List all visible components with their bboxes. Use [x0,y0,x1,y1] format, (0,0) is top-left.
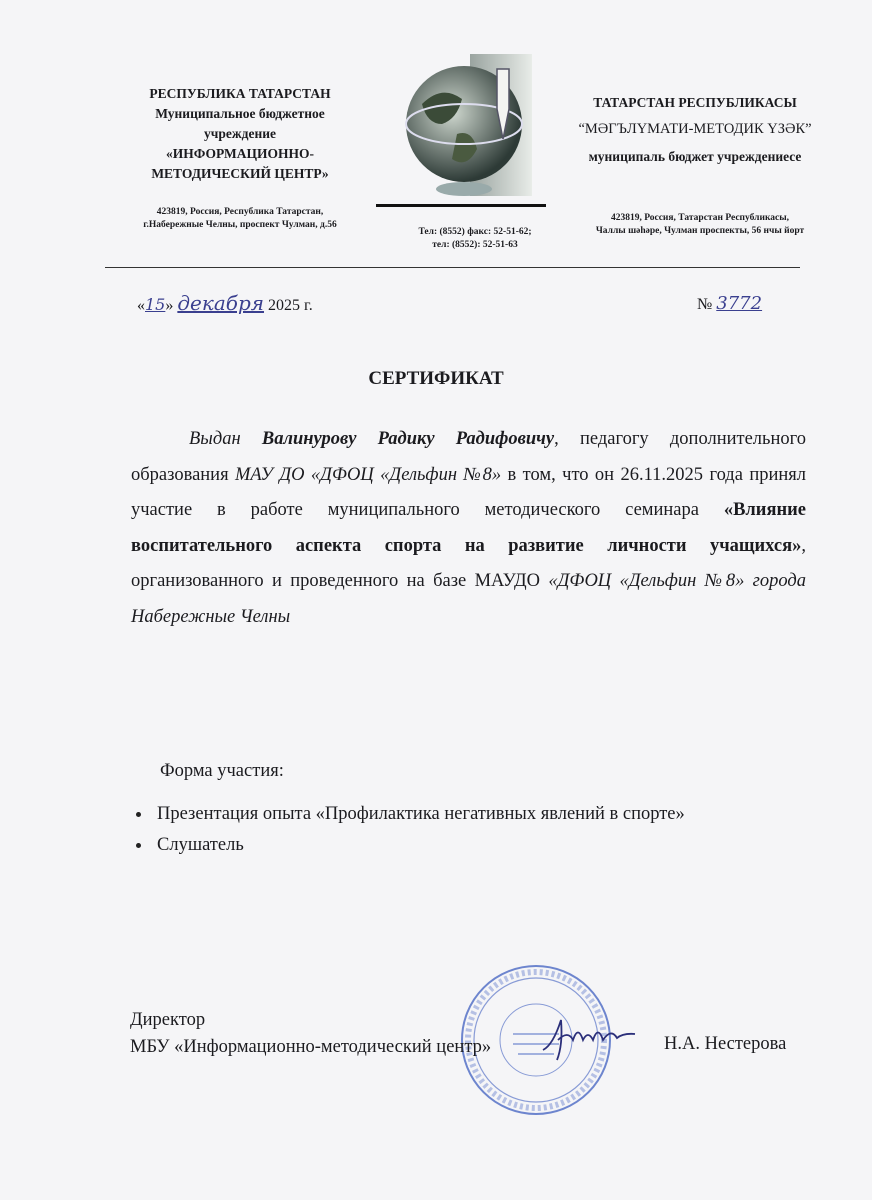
date-month: декабря [177,291,264,315]
participation-list [131,799,685,861]
date-day: 15 [145,295,166,314]
body-text: , педагогу дополнительного образования [131,429,806,485]
header-line: МЕТОДИЧЕСКИЙ ЦЕНТР» [151,166,329,181]
header-line: учреждение [203,126,277,141]
list-item: Презентация опыта «Профилактика негативных явлений в спорте» [131,799,685,830]
document-title: СЕРТИФИКАТ [368,368,504,389]
date-year: 2025 г. [268,297,313,314]
body-text: в том, что он 26.11.2025 года принял участие в работе муниципального методического семинара [131,464,807,520]
header-line: “МӘГЪЛҮМАТИ-МЕТОДИК ҮЗӘК” [578,121,812,137]
document-date [137,291,313,315]
list-item: Слушатель [131,830,685,861]
participation-label: Форма участия: [160,761,284,781]
document-number [697,293,762,314]
body-text: Выдан [189,429,241,449]
address-line: Чаллы шәһәре, Чулман проспекты, 56 нчы йорт [595,226,805,236]
host-institution: «ДФОЦ «Дельфин №8» города Набережные Челны [131,571,807,627]
address-russian [110,206,370,232]
seminar-title: «Влияние воспитательного аспекта спорта на развитие личности учащихся» [131,500,806,556]
phone-line: тел: (8552): 52-51-63 [432,240,518,250]
address-line: 423819, Россия, Татарстан Республикасы, [610,213,790,223]
address-line: г.Набережные Челны, проспект Чулман, д.56 [143,220,337,230]
body-text: , организованного и проведенного на базе МАУДО [131,535,806,591]
handwritten-signature [538,1010,648,1070]
recipient-name: Валинурову Радику Радифовичу [261,429,555,449]
organization-name: МБУ «Информационно-методический центр» [130,1037,492,1057]
logo-underline [376,204,546,207]
address-tatar [570,212,830,238]
number-label: № [697,296,713,313]
contact-phones [390,226,560,252]
number-value: 3772 [716,293,763,314]
certificate-body [131,422,806,635]
org-name-russian [120,84,360,184]
address-line: 423819, Россия, Республика Татарстан, [156,207,324,217]
quote: « [137,297,145,314]
header-line: ТАТАРСТАН РЕСПУБЛИКАСЫ [593,95,797,110]
header-line: Муниципальное бюджетное [155,106,325,121]
logo-globe-pen [402,54,532,196]
institution-name: МАУ ДО «ДФОЦ «Дельфин №8» [235,464,502,485]
header-line: РЕСПУБЛИКА ТАТАРСТАН [149,86,331,101]
signatory-position [130,1007,491,1061]
position-title: Директор [130,1010,206,1030]
org-name-tatar [560,89,830,170]
signatory-name: Н.А. Нестерова [664,1034,787,1054]
header-line: муниципаль бюджет учреждениесе [588,149,802,164]
phone-line: Тел: (8552) факс: 52-51-62; [418,227,532,237]
header-line: «ИНФОРМАЦИОННО- [166,146,314,161]
quote: » [165,297,174,314]
header-divider [105,267,800,268]
